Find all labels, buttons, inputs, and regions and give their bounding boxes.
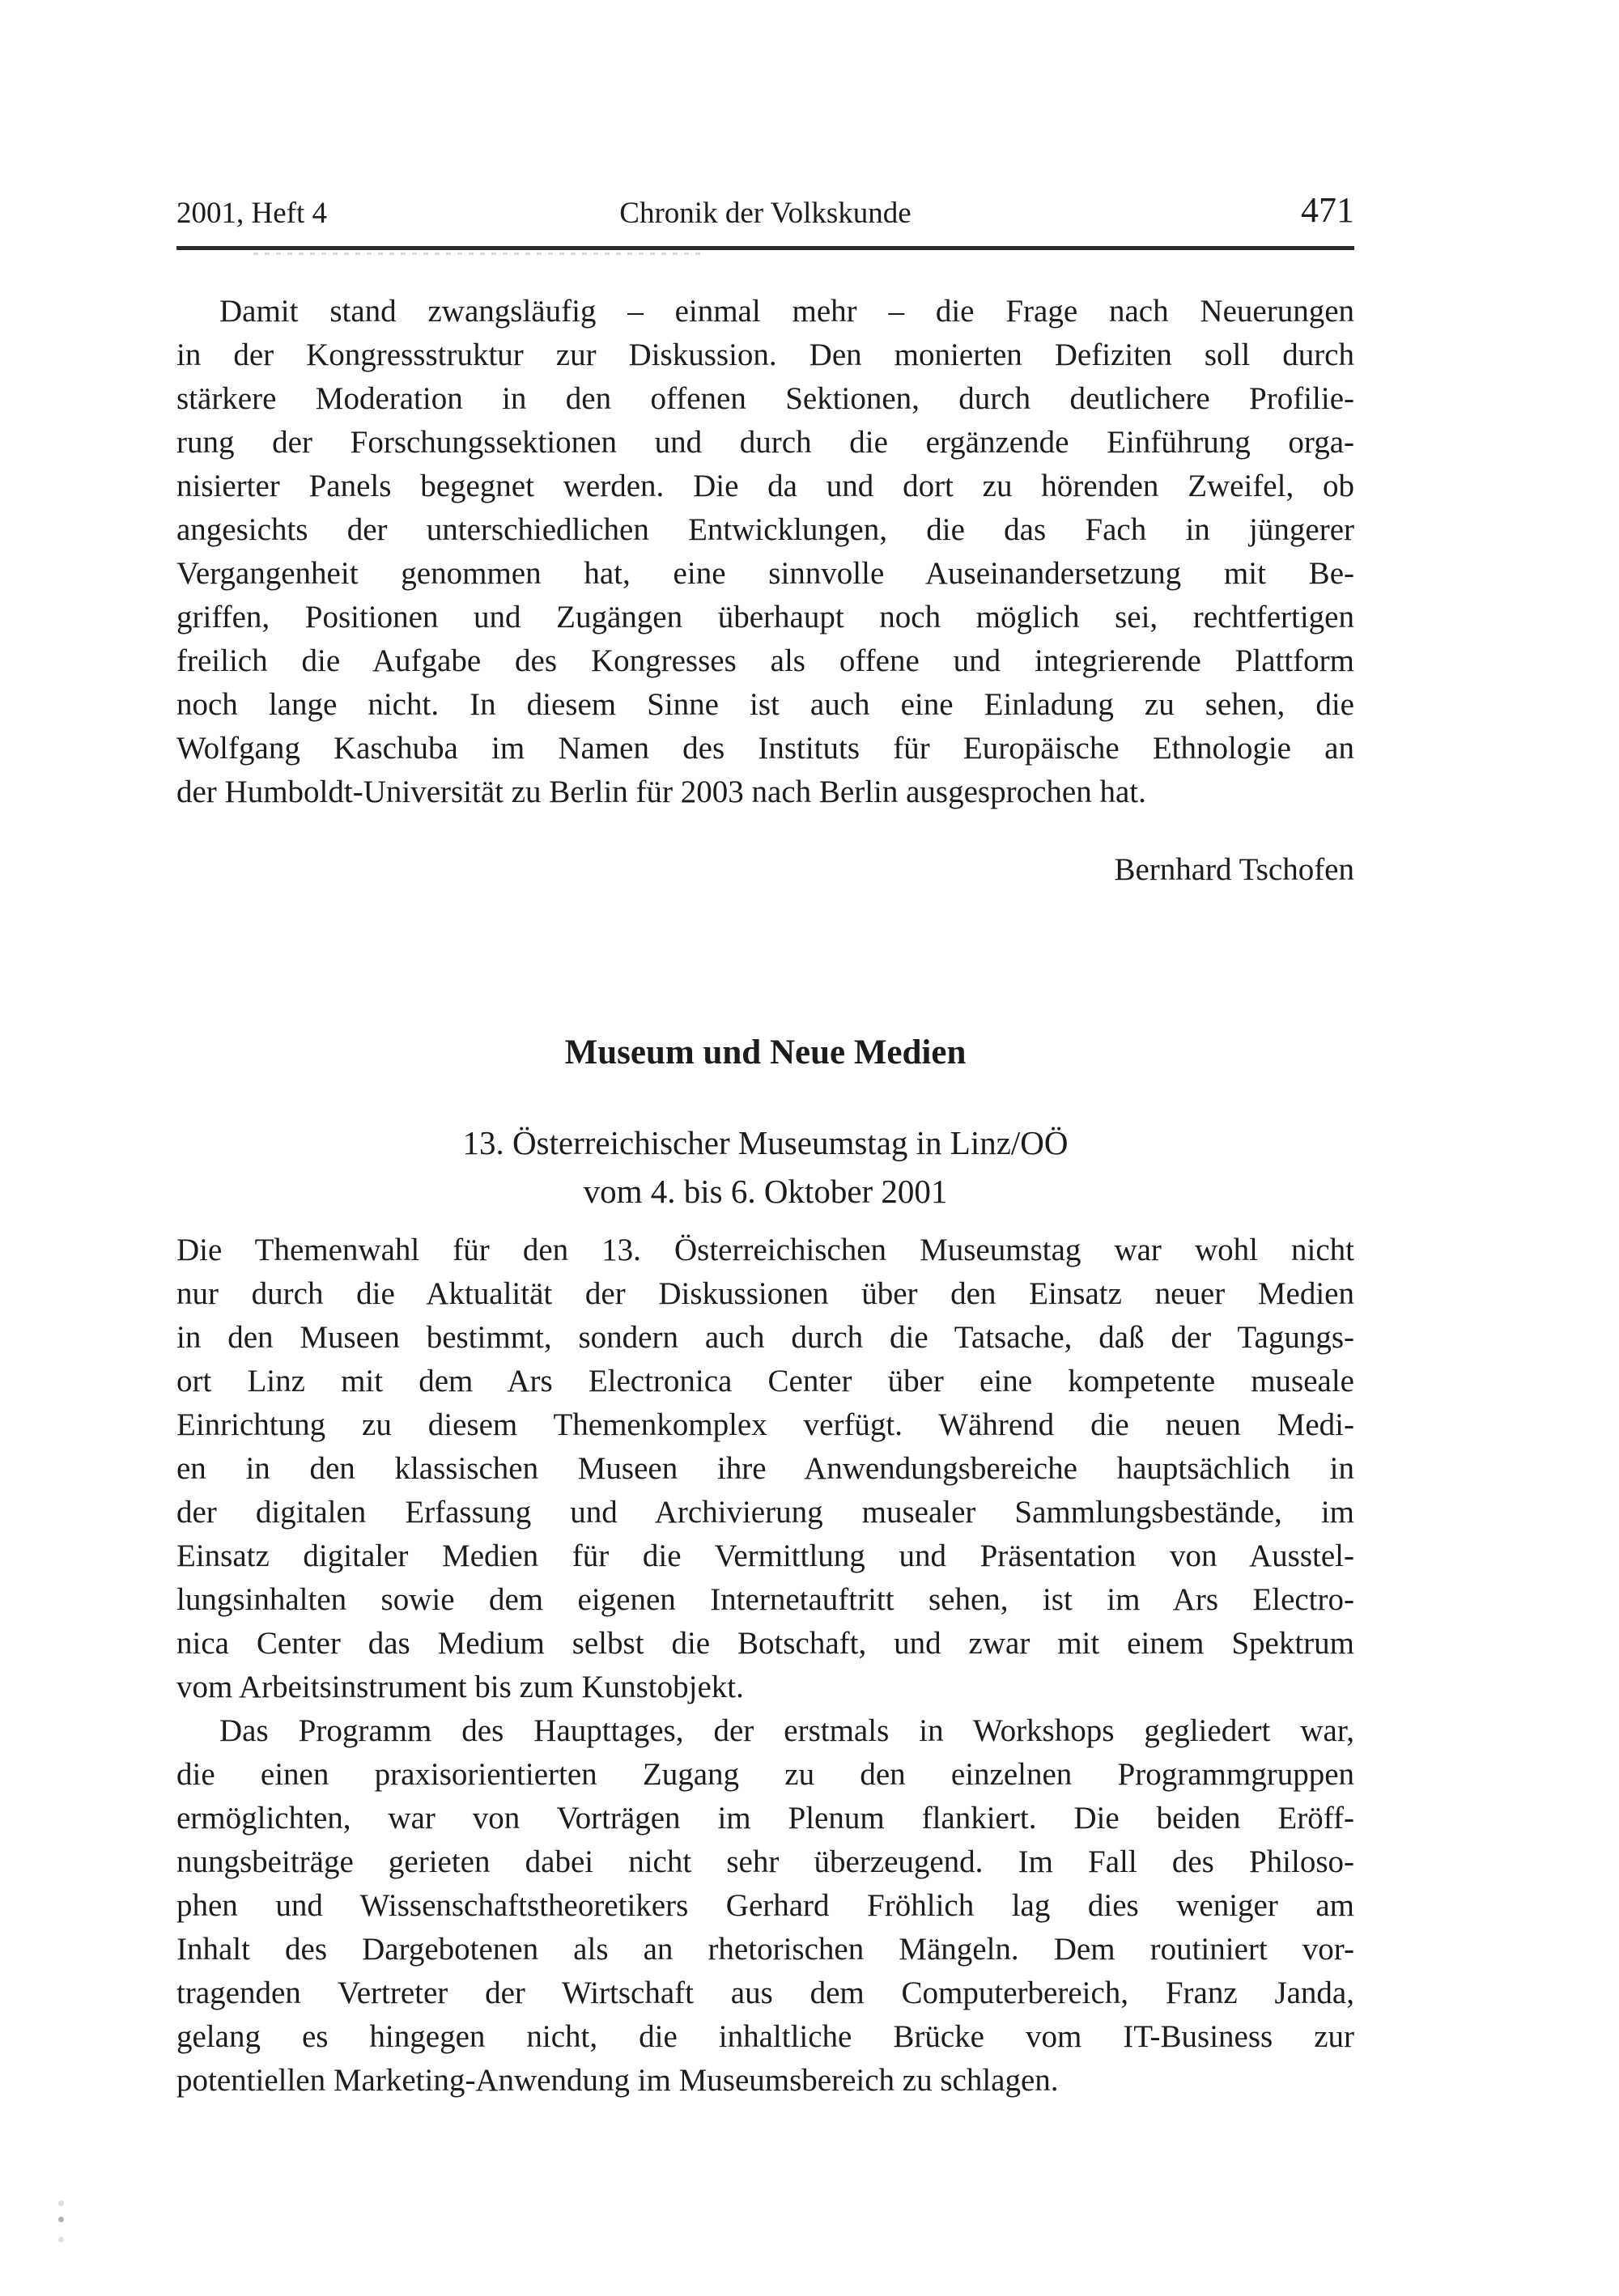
text-line: rung der Forschungssektionen und durch die ergänzende Einführung orga- [176, 425, 1354, 460]
text-line: Die Themenwahl für den 13. Österreichischen Museumstag war wohl nicht [176, 1233, 1354, 1267]
text-line: gelang es hingegen nicht, die inhaltliche Brücke vom IT-Business zur [176, 2019, 1354, 2054]
header-page-number: 471 [1301, 190, 1354, 230]
article2-subtitle-line1: 13. Österreichischer Museumstag in Linz/OÖ [462, 1124, 1069, 1161]
text-line: nur durch die Aktualität der Diskussionen über den Einsatz neuer Medien [176, 1276, 1354, 1311]
text-line: stärkere Moderation in den offenen Sektionen, durch deutlichere Profilie- [176, 381, 1354, 416]
text-line: ort Linz mit dem Ars Electronica Center über eine kompetente museale [176, 1364, 1354, 1398]
text-line: phen und Wissenschaftstheoretikers Gerhard Fröhlich lag dies weniger am [176, 1888, 1354, 1923]
article1-paragraph-1 [176, 290, 1354, 814]
text-line: die einen praxisorientierten Zugang zu den einzelnen Programmgruppen [176, 1757, 1354, 1792]
header-rule [176, 246, 1354, 250]
text-line: vom Arbeitsinstrument bis zum Kunstobjekt. [176, 1670, 744, 1704]
text-line: noch lange nicht. In diesem Sinne ist auch eine Einladung zu sehen, die [176, 687, 1354, 722]
article1-author-signature: Bernhard Tschofen [1114, 852, 1354, 887]
text-line: en in den klassischen Museen ihre Anwendungsbereiche hauptsächlich in [176, 1451, 1354, 1486]
header-issue-label: 2001, Heft 4 [176, 197, 327, 230]
article2-paragraph-2 [176, 1709, 1354, 2103]
scan-noise-line [253, 253, 707, 255]
text-line: der digitalen Erfassung und Archivierung musealer Sammlungsbestände, im [176, 1495, 1354, 1530]
text-line: tragenden Vertreter der Wirtschaft aus dem Computerbereich, Franz Janda, [176, 1976, 1354, 2010]
text-line: lungsinhalten sowie dem eigenen Internetauftritt sehen, ist im Ars Electro- [176, 1582, 1354, 1617]
text-line: angesichts der unterschiedlichen Entwicklungen, die das Fach in jüngerer [176, 512, 1354, 547]
running-head [176, 190, 1354, 235]
text-line: freilich die Aufgabe des Kongresses als offene und integrierende Plattform [176, 643, 1354, 678]
article2-title: Museum und Neue Medien [564, 1033, 967, 1072]
text-line: griffen, Positionen und Zugängen überhaupt noch möglich sei, rechtfertigen [176, 600, 1354, 634]
text-line: Einsatz digitaler Medien für die Vermittlung und Präsentation von Ausstel- [176, 1538, 1354, 1573]
text-line: Damit stand zwangsläufig – einmal mehr – die Frage nach Neuerungen [219, 294, 1354, 329]
text-line: nisierter Panels begegnet werden. Die da und dort zu hörenden Zweifel, ob [176, 469, 1354, 503]
text-line: nica Center das Medium selbst die Botschaft, und zwar mit einem Spektrum [176, 1626, 1354, 1661]
scan-speckle [58, 2217, 64, 2222]
text-line: Das Programm des Haupttages, der erstmals in Workshops gegliedert war, [219, 1713, 1354, 1748]
text-line: Inhalt des Dargebotenen als an rhetorischen Mängeln. Dem routiniert vor- [176, 1932, 1354, 1967]
text-line: potentiellen Marketing-Anwendung im Museumsbereich zu schlagen. [176, 2063, 1059, 2098]
article2-subtitle-line2: vom 4. bis 6. Oktober 2001 [583, 1173, 948, 1210]
text-line: Wolfgang Kaschuba im Namen des Instituts für Europäische Ethnologie an [176, 731, 1354, 766]
article2-paragraph-1 [176, 1229, 1354, 1709]
text-line: nungsbeiträge gerieten dabei nicht sehr überzeugend. Im Fall des Philoso- [176, 1844, 1354, 1879]
body-text [176, 290, 1354, 2103]
scan-speckle [58, 2201, 64, 2206]
text-line: ermöglichten, war von Vorträgen im Plenum flankiert. Die beiden Eröff- [176, 1801, 1354, 1836]
text-line: in den Museen bestimmt, sondern auch durch die Tatsache, daß der Tagungs- [176, 1320, 1354, 1355]
text-line: der Humboldt-Universität zu Berlin für 2003 nach Berlin ausgesprochen hat. [176, 775, 1146, 809]
text-line: in der Kongressstruktur zur Diskussion. Den monierten Defiziten soll durch [176, 337, 1354, 372]
text-line: Vergangenheit genommen hat, eine sinnvolle Auseinandersetzung mit Be- [176, 556, 1354, 591]
header-journal-title: Chronik der Volkskunde [619, 197, 911, 230]
article2-subtitle [176, 1118, 1354, 1216]
text-line: Einrichtung zu diesem Themenkomplex verfügt. Während die neuen Medi- [176, 1407, 1354, 1442]
scan-speckle [58, 2237, 64, 2243]
